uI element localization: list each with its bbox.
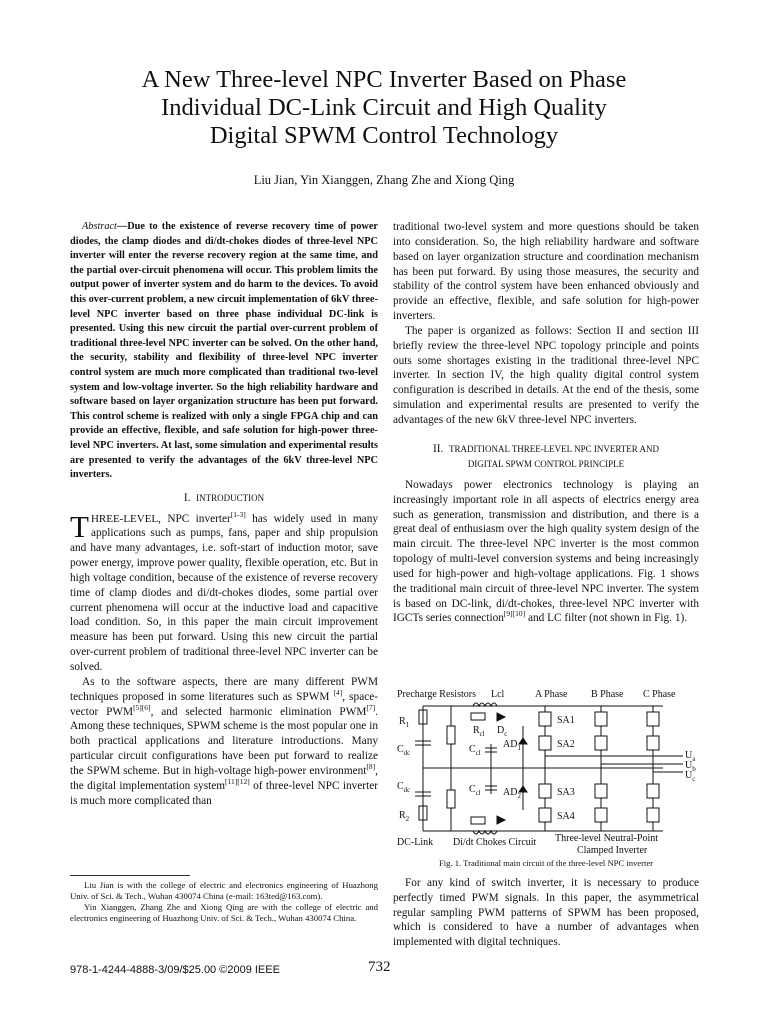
figure-1	[393, 686, 699, 856]
label-ad1: $AD_1$	[503, 739, 521, 752]
author-list: Liu Jian, Yin Xianggen, Zhang Zhe and Xiong Qing	[253, 173, 515, 187]
intro2-text-e: , the digital implementation system	[70, 764, 378, 792]
switch-sa4	[539, 808, 551, 822]
label-sa3: SA3	[557, 787, 575, 798]
balance-resistor-top	[447, 726, 455, 744]
label-ua: $U_a$	[685, 750, 696, 763]
citation: [1-3]	[230, 509, 246, 519]
section-2-number: II.	[432, 442, 444, 455]
abstract	[70, 220, 378, 483]
citation: [5][6]	[133, 702, 151, 712]
title-line-2: Individual DC-Link Circuit and High Quality	[161, 94, 607, 121]
after-figure-paragraph: For any kind of switch inverter, it is necessary to produce perfectly timed PWM signals. In this paper, the asymmetrical regular sampling PWM patterns of SPWM has been proposed, which is considered to have a number of advantages when implemented with digital techniques.	[393, 877, 699, 949]
switch-b2	[595, 736, 607, 750]
abstract-label: Abstract	[82, 221, 117, 232]
switch-c3	[647, 784, 659, 798]
sec2-text-b: and LC filter (not shown in Fig. 1).	[525, 612, 688, 625]
label-ccl-top: $C_{cl}$	[469, 744, 481, 757]
citation: [8]	[366, 762, 376, 772]
copyright-line: 978-1-4244-4888-3/09/$25.00 ©2009 IEEE	[70, 964, 280, 976]
label-r2: $R_2$	[399, 810, 410, 823]
intro-paragraph-1: T HREE-LEVEL, NPC inverter[1-3] has widely used in many applications such as pumps, fans, paper and ship propulsion and have many advantages, i.e. soft-start of induction motor, save power energy, improve power quality, flexible operation, etc. But in high voltage condition, because of the existence of reverse recovery time of clamp diodes and di/dt-chokes diodes, some partial over current phenomena will occur at the inductive load and capacitive load condition. So, in this paper the main circuit improvement measure has been put forward. Using this new circuit the partial over-current problem of traditional three-level NPC inverter can be solved.	[70, 508, 378, 673]
section-1-heading	[70, 491, 378, 506]
paper-title	[60, 66, 708, 150]
label-clamped-line-2: Clamped Inverter	[577, 845, 648, 856]
label-ccl-bottom: $C_{cl}$	[469, 784, 481, 797]
label-c-phase: C Phase	[643, 689, 676, 700]
switch-c4	[647, 808, 659, 822]
switch-c2	[647, 736, 659, 750]
label-clamped-line-1: Three-level Neutral-Point	[555, 833, 659, 844]
citation: [4]	[333, 687, 343, 697]
section-2-heading	[393, 442, 699, 472]
sec2-text-a: Nowadays power electronics technology is playing an increasingly important role in all aspects of electrics energy area such as generation, transmission and distribution, and there is a great deal of enthusiasm over the high quality system design of the main circuit. The three-level NPC inverter is the most common topology of multi-level conversion systems and being increasingly used for high-power and high-voltage applications. Fig. 1 shows the traditional main circuit of three-level NPC inverter. The system is based on DC-link, di/dt-chokes, three-level NPC inverter with IGCTs series connection	[393, 478, 699, 625]
label-lcl: Lcl	[491, 689, 505, 700]
label-ub: $U_b$	[685, 760, 696, 773]
switch-sa1	[539, 712, 551, 726]
intro-cap-word: HREE-LEVEL	[90, 512, 159, 525]
intro2-text-c: , and selected harmonic elimination PWM	[150, 705, 367, 718]
intro2-text-f: of three-level NPC inverter is much more complicated than	[70, 779, 378, 807]
label-dc-link: DC-Link	[397, 837, 434, 848]
circuit-diagram	[393, 686, 699, 856]
page-number: 732	[368, 959, 391, 975]
label-sa1: SA1	[557, 715, 575, 726]
organization-paragraph: The paper is organized as follows: Section II and section III briefly review the three-level NPC topology principle and points outs some shortages existing in the traditional three-level NPC inverter. In section IV, the high quality digital control system configuration is described in details. At the end of the thesis, some simulation and experimental results are presented to verify the advantages of the new 6kV three-level NPC inverters.	[393, 324, 699, 426]
label-b-phase: B Phase	[591, 689, 624, 700]
section-1-title: INTRODUCTION	[196, 492, 265, 503]
section-2-title-line-1: TRADITIONAL THREE-LEVEL NPC INVERTER AND	[448, 443, 660, 454]
section-1-number: I.	[183, 491, 191, 504]
label-rcl: $R_{cl}$	[473, 725, 485, 738]
label-dc: $D_c$	[497, 725, 508, 738]
title-line-3: Digital SPWM Control Technology	[209, 122, 559, 149]
footnote-1: Liu Jian is with the college of electric and electronics engineering of Huazhong Univ. of Sci. & Tech., Wuhan 430074 China (e-mail: 163ted@163.com).	[70, 880, 378, 902]
switch-b4	[595, 808, 607, 822]
switch-b1	[595, 712, 607, 726]
label-cdc-top: $C_{dc}$	[397, 744, 411, 757]
label-sa2: SA2	[557, 739, 575, 750]
label-sa4: SA4	[557, 811, 575, 822]
label-ad2: $AD_2$	[503, 787, 521, 800]
label-precharge: Precharge Resistors	[397, 689, 476, 700]
label-chokes-circuit: Di/dt Chokes Circuit	[453, 837, 537, 848]
switch-c1	[647, 712, 659, 726]
label-uc: $U_c$	[685, 770, 696, 783]
figure-1-caption: Fig. 1. Traditional main circuit of the three-level NPC inverter	[438, 858, 654, 868]
intro2-text-b: , space-vector PWM	[70, 690, 378, 718]
intro-text-b: has widely used in many applications such as pumps, fans, paper and ship propulsion and have many advantages, i.e. soft-start of induction motor, save power energy, improve power quality, flexible operation, etc. But in high voltage condition, because of the existence of reverse recovery time of clamp diodes and di/dt-chokes diodes, some partial over current phenomena will occur at the inductive load and capacitive load condition. So, in this paper the main circuit improvement measure has been put forward. Using this new circuit the partial over-current problem of traditional three-level NPC inverter can be solved.	[70, 512, 378, 673]
title-line-1: A New Three-level NPC Inverter Based on Phase	[141, 66, 627, 93]
switch-b3	[595, 784, 607, 798]
footnote-2: Yin Xianggen, Zhang Zhe and Xiong Qing are with the college of electric and electronics engineering of Huazhong Univ. of Sci. & Tech., Wuhan 430074 China.	[70, 902, 378, 924]
label-a-phase: A Phase	[535, 689, 568, 700]
abstract-text: Due to the existence of reverse recovery time of power diodes, the clamp diodes and di/dt-chokes diodes of three-level NPC inverter will enter the reverse recovery region at the same time, and the partial over-circuit phenomena will occur. This problem limits the output power of inverter system and do harm to the devices. To avoid this over-current problem, a new circuit implementation of 6kV three-level NPC inverter based on three phase individual DC-link is presented. Using this new circuit the partial over-current problem of traditional three-level NPC inverter can be solved. On the other hand, the security, stability and flexibility of three-level NPC inverter control system are much more complicated than traditional two-level system and low-voltage inverter. So the high reliability hardware and software based on layer organization structure has been put forward. This control scheme is realized with only a single FPGA chip and can provide an effective, flexible, and safe solution for high-power three-level NPC inverters. At last, some simulation and experimental results are presented to verify the advantages of the 6kV three-level NPC inverters.	[70, 221, 378, 481]
citation: [11][12]	[225, 776, 250, 786]
left-column	[70, 220, 378, 808]
intro-paragraph-2	[70, 675, 378, 809]
section-2-paragraph	[393, 478, 699, 626]
footnote-rule	[70, 875, 190, 876]
right-column	[393, 220, 699, 626]
section-2-title-line-2: DIGITAL SPWM CONTROL PRINCIPLE	[467, 458, 625, 469]
citation: [7]	[366, 702, 376, 712]
rcl-resistor-top	[471, 713, 485, 720]
choke-diode-bottom	[497, 816, 505, 824]
label-cdc-bottom: $C_{dc}$	[397, 781, 411, 794]
intro-text-a: , NPC inverter	[158, 512, 231, 525]
intro2-text-d: . Among these techniques, SPWM scheme is the most popular one in both practical applications and literature introductions. Many particular circuit configurations have been put forward to realize the SPWM scheme. But in high-voltage high-power environment	[70, 705, 378, 777]
citation: [9][10]	[503, 609, 526, 619]
balance-resistor-bottom	[447, 790, 455, 808]
footnotes	[70, 880, 378, 924]
switch-sa2	[539, 736, 551, 750]
label-r1: $R_1$	[399, 716, 410, 729]
intro2-text-a: As to the software aspects, there are many different PWM techniques proposed in some literatures such as SPWM	[70, 675, 378, 703]
intro-continuation: traditional two-level system and more questions should be taken into consideration. So, the high reliability hardware and software based on layer organization structure and coordination mechanism has been put forward. By using those measures, the security and stability of the control system have been enhanced obviously and provide an effective, flexible, and safe solution for high-power inverters.	[393, 221, 699, 323]
switch-sa3	[539, 784, 551, 798]
abstract-dash: —	[116, 221, 128, 232]
rcl-resistor-bottom	[471, 817, 485, 824]
choke-diode-top	[497, 713, 505, 721]
